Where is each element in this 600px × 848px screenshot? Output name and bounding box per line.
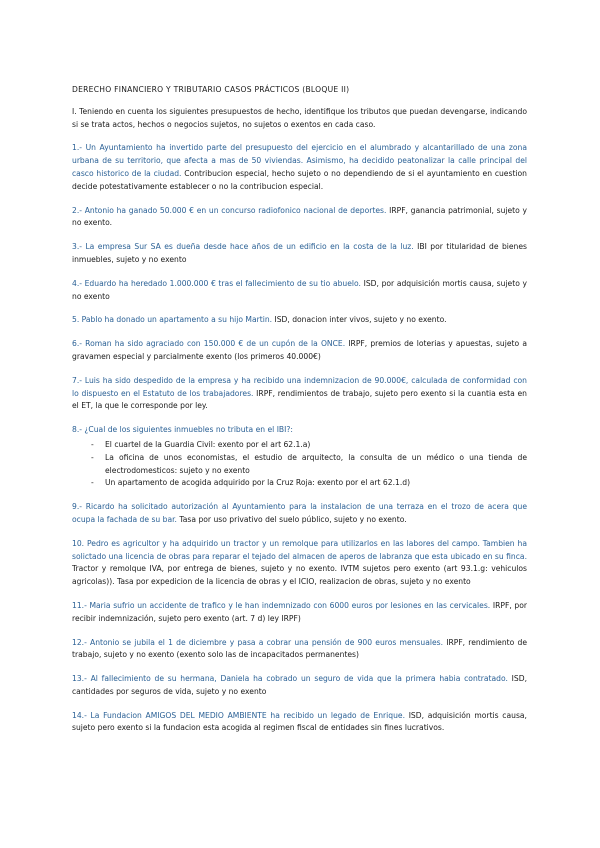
case-item	[72, 673, 527, 699]
case-answer: IRPF, ganancia patrimonial, sujeto y no exento.	[72, 205, 527, 228]
case-answer: IRPF, por recibir indemnización, sujeto pero exento (art. 7 d) ley IRPF)	[72, 600, 527, 623]
case-answer: ISD, cantidades por seguros de vida, sujeto y no exento	[72, 674, 527, 696]
case-question: 7.- Luis ha sido despedido de la empresa y ha recibido una indemnizacion de 90.000€, calculada de conformidad con lo dispuesto en el Estatuto de los trabajadores.	[72, 375, 527, 398]
case-item	[72, 314, 527, 327]
case-answer: IRPF, rendimientos de trabajo, sujeto pero exento si la cuantia esta en el ET, la que le corresponde por ley.	[72, 388, 527, 411]
case-answer: IRPF, premios de loterias y apuestas, sujeto a gravamen especial y parcialmente exento (los primeros 40.000€)	[72, 339, 527, 361]
case-item	[72, 375, 527, 413]
case-question: 4.- Eduardo ha heredado 1.000.000 € tras el fallecimiento de su tio abuelo.	[72, 278, 361, 288]
case-question: 14.- La Fundacion AMIGOS DEL MEDIO AMBIENTE ha recibido un legado de Enrique.	[72, 710, 405, 720]
case-item	[72, 142, 527, 193]
document-title: DERECHO FINANCIERO Y TRIBUTARIO CASOS PRÁCTICOS (BLOQUE II)	[72, 85, 350, 94]
case-subitem-list	[72, 439, 527, 490]
case-item	[72, 241, 527, 267]
case-question: 9.- Ricardo ha solicitado autorización al Ayuntamiento para la instalacion de una terraza en el trozo de acera que ocupa la fachada de su bar.	[72, 502, 527, 524]
case-question: 1.- Un Ayuntamiento ha invertido parte del presupuesto del ejercicio en el alumbrado y alcantarillado de una zona urbana de su territorio, que afecta a mas de 50 viviendas. Asimismo, ha decidido peatonalizar la calle principal del casco historico de la ciudad.	[72, 143, 527, 178]
case-answer: ISD, por adquisición mortis causa, sujeto y no exento	[72, 278, 527, 301]
case-answer: ISD, donacion inter vivos, sujeto y no exento.	[272, 315, 447, 325]
document-content	[72, 84, 527, 746]
case-item	[72, 205, 527, 231]
case-question: 5. Pablo ha donado un apartamento a su hijo Martin.	[72, 315, 273, 325]
case-item	[72, 278, 527, 304]
case-answer: Tractor y remolque IVA, por entrega de bienes, sujeto y no exento. IVTM sujetos pero exento (art 93.1.g: vehiculos agricolas)). Tasa por expedicion de la licencia de obras y el ICIO, realizacion de obras, sujeto y no exento	[72, 564, 527, 587]
case-answer: Contribucion especial, hecho sujeto o no dependiendo de si el ayuntamiento en cuestion decide potestativamente establecer o no la contribucion especial.	[72, 168, 527, 191]
case-question: 2.- Antonio ha ganado 50.000 € en un concurso radiofonico nacional de deportes.	[72, 205, 387, 215]
case-item	[72, 424, 527, 490]
intro-paragraph: I. Teniendo en cuenta los siguientes presupuestos de hecho, identifique los tributos que puedan devengarse, indicando si se trata actos, hechos o negocios sujetos, no sujetos o exentos en cada caso.	[72, 106, 527, 129]
case-question: 12.- Antonio se jubila el 1 de diciembre y pasa a cobrar una pensión de 900 euros mensuales.	[72, 637, 444, 647]
case-list	[72, 142, 527, 735]
case-question: 10. Pedro es agricultor y ha adquirido un tractor y un remolque para utilizarlos en las labores del campo. Tambien ha solictado una licencia de obras para reparar el tejado del almacen de aperos de labranza que esta ubicado en su finca.	[72, 538, 527, 561]
case-subitem: - Un apartamento de acogida adquirido por la Cruz Roja: exento por el art 62.1.d)	[72, 477, 527, 490]
case-item	[72, 501, 527, 527]
case-question: 8.- ¿Cual de los siguientes inmuebles no tributa en el IBI?:	[72, 425, 293, 435]
case-question: 13.- Al fallecimiento de su hermana, Daniela ha cobrado un seguro de vida que la primera habia contratado.	[72, 674, 508, 684]
case-answer: IRPF, rendimiento de trabajo, sujeto y no exento (exento solo las de incapacitados permanentes)	[72, 637, 527, 660]
case-subitem: - El cuartel de la Guardia Civil: exento por el art 62.1.a)	[72, 439, 527, 452]
case-subitem: - La oficina de unos economistas, el estudio de arquitecto, la consulta de un médico o una tienda de electrodomesticos: sujeto y no exento	[72, 452, 527, 478]
case-item	[72, 600, 527, 626]
case-answer: ISD, adquisición mortis causa, sujeto pero exento si la fundacion esta acogida al regimen fiscal de entidades sin fines lucrativos.	[72, 710, 527, 733]
case-answer: IBI por titularidad de bienes inmuebles, sujeto y no exento	[72, 242, 527, 264]
case-item	[72, 538, 527, 589]
case-question: 3.- La empresa Sur SA es dueña desde hace años de un edificio en la costa de la luz.	[72, 242, 414, 252]
case-question: 6.- Roman ha sido agraciado con 150.000 € de un cupón de la ONCE.	[72, 339, 346, 349]
case-answer: Tasa por uso privativo del suelo público, sujeto y no exento.	[176, 514, 407, 524]
case-item	[72, 637, 527, 663]
case-item	[72, 338, 527, 364]
case-question: 11.- Maria sufrio un accidente de trafico y le han indemnizado con 6000 euros por lesiones en las cervicales.	[72, 600, 491, 610]
case-item	[72, 710, 527, 736]
